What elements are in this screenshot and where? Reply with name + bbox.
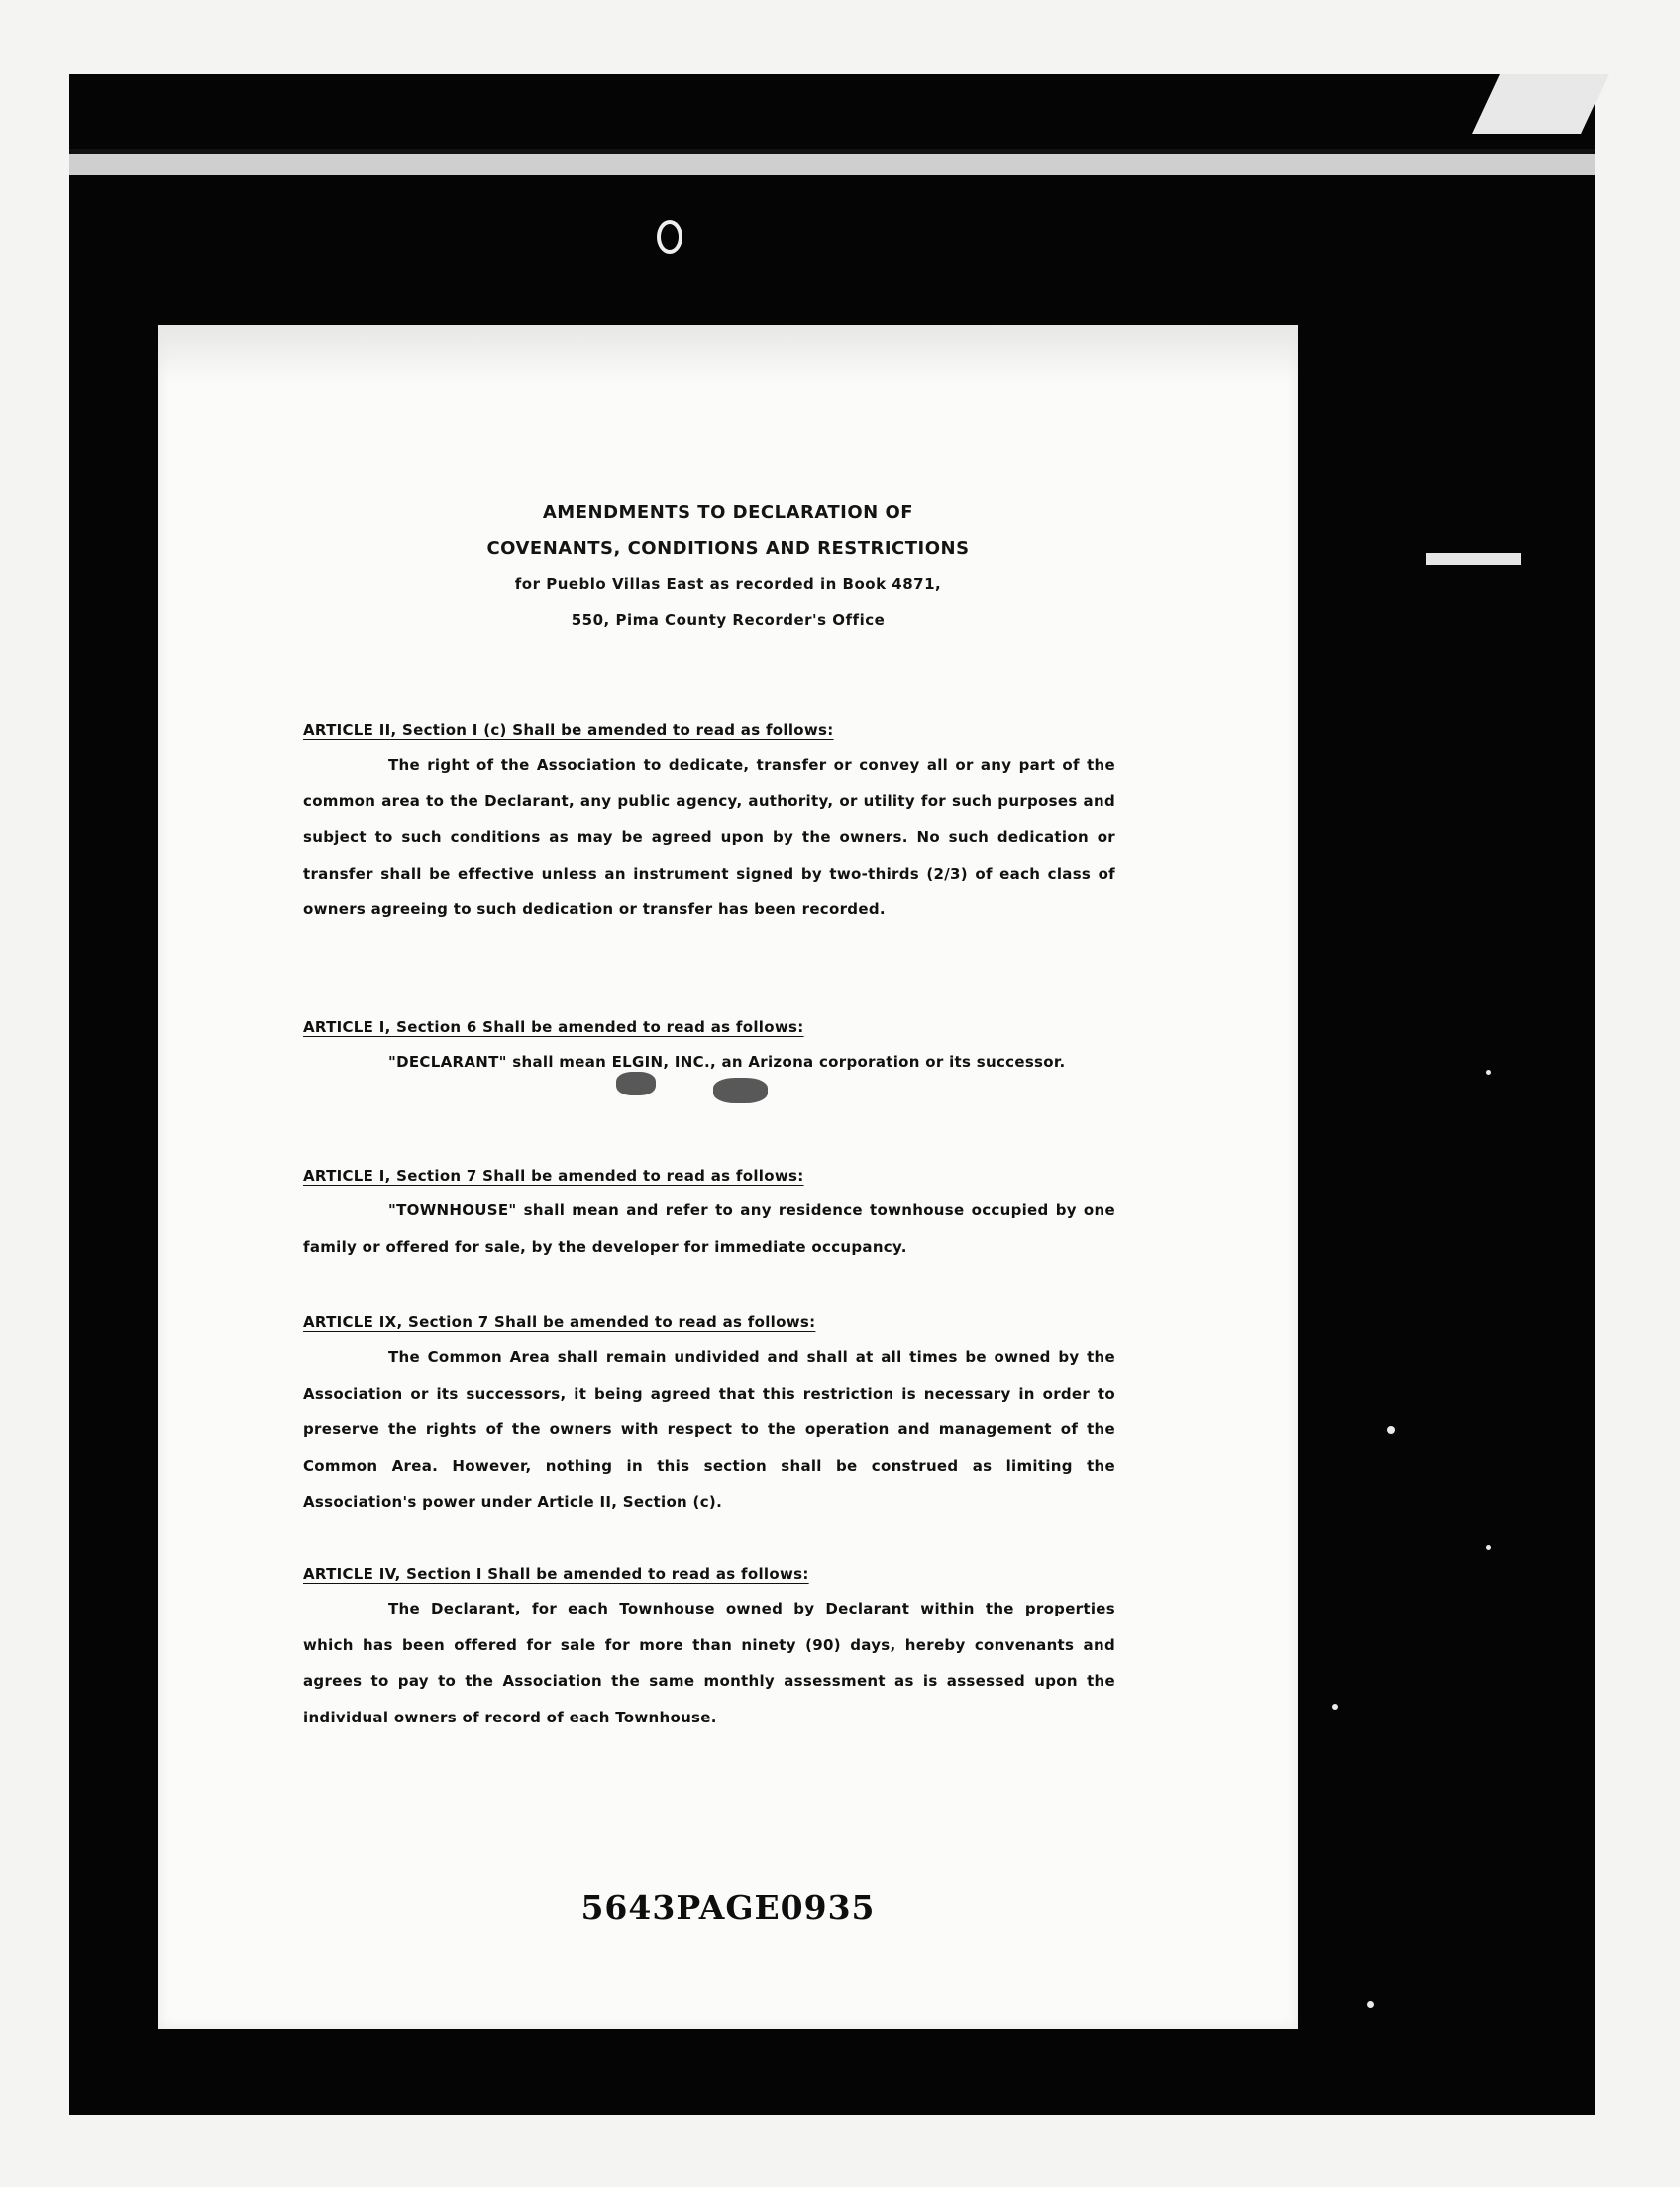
title-line: 550, Pima County Recorder's Office (571, 611, 886, 629)
ink-smudge (616, 1072, 656, 1095)
article-heading: ARTICLE IV, Section I Shall be amended to read as follows: (303, 1565, 809, 1583)
scan-speck (1332, 1704, 1338, 1710)
title-line: AMENDMENTS TO DECLARATION OF (542, 502, 914, 523)
scan-speck (1486, 1070, 1491, 1075)
scan-speck (1387, 1426, 1395, 1434)
scan-mark (657, 220, 682, 254)
ink-smudge (713, 1078, 768, 1103)
article-heading: ARTICLE I, Section 6 Shall be amended to read as follows: (303, 1018, 804, 1036)
article-section (303, 721, 1115, 928)
article-body: The Declarant, for each Townhouse owned by Declarant within the properties which has been offered for sale for more than ninety (90) days, hereby convenants and agrees to pay to the Association the same monthly assessment as is assessed upon the individual owners of record of each Townhouse. (303, 1600, 1115, 1726)
article-section (303, 1565, 1115, 1735)
article-body: "TOWNHOUSE" shall mean and refer to any residence townhouse occupied by one family or offered for sale, by the developer for immediate occupancy. (303, 1201, 1115, 1256)
scan-speck (1486, 1545, 1491, 1550)
document-title (158, 495, 1298, 638)
scan-speck (1367, 2001, 1374, 2008)
article-section (303, 1018, 1115, 1081)
article-section (303, 1313, 1115, 1520)
title-line: COVENANTS, CONDITIONS AND RESTRICTIONS (486, 538, 970, 559)
article-body: The Common Area shall remain undivided and shall at all times be owned by the Association or its successors, it being agreed that this restriction is necessary in order to preserve the rights of the owners with respect to the operation and management of the Common Area. However, nothing in this section shall be construed as limiting the Association's power under Article II, Section (c). (303, 1348, 1115, 1510)
recording-stamp: 5643PAGE0935 (580, 1888, 876, 1927)
scan-top-strip (69, 154, 1595, 175)
article-heading: ARTICLE I, Section 7 Shall be amended to read as follows: (303, 1167, 804, 1185)
article-heading: ARTICLE IX, Section 7 Shall be amended to read as follows: (303, 1313, 816, 1331)
article-body: The right of the Association to dedicate, transfer or convey all or any part of the common area to the Declarant, any public agency, authority, or utility for such purposes and subject to such conditions as may be agreed upon by the owners. No such dedication or transfer shall be effective unless an instrument signed by two-thirds (2/3) of each class of owners agreeing to such dedication or transfer has been recorded. (303, 756, 1115, 918)
scan-artifact (1426, 553, 1521, 565)
article-body: "DECLARANT" shall mean ELGIN, INC., an Arizona corporation or its successor. (388, 1053, 1066, 1071)
article-heading: ARTICLE II, Section I (c) Shall be amended to read as follows: (303, 721, 834, 739)
article-section (303, 1167, 1115, 1265)
title-line: for Pueblo Villas East as recorded in Book 4871, (514, 575, 942, 593)
document-page (158, 325, 1298, 2029)
